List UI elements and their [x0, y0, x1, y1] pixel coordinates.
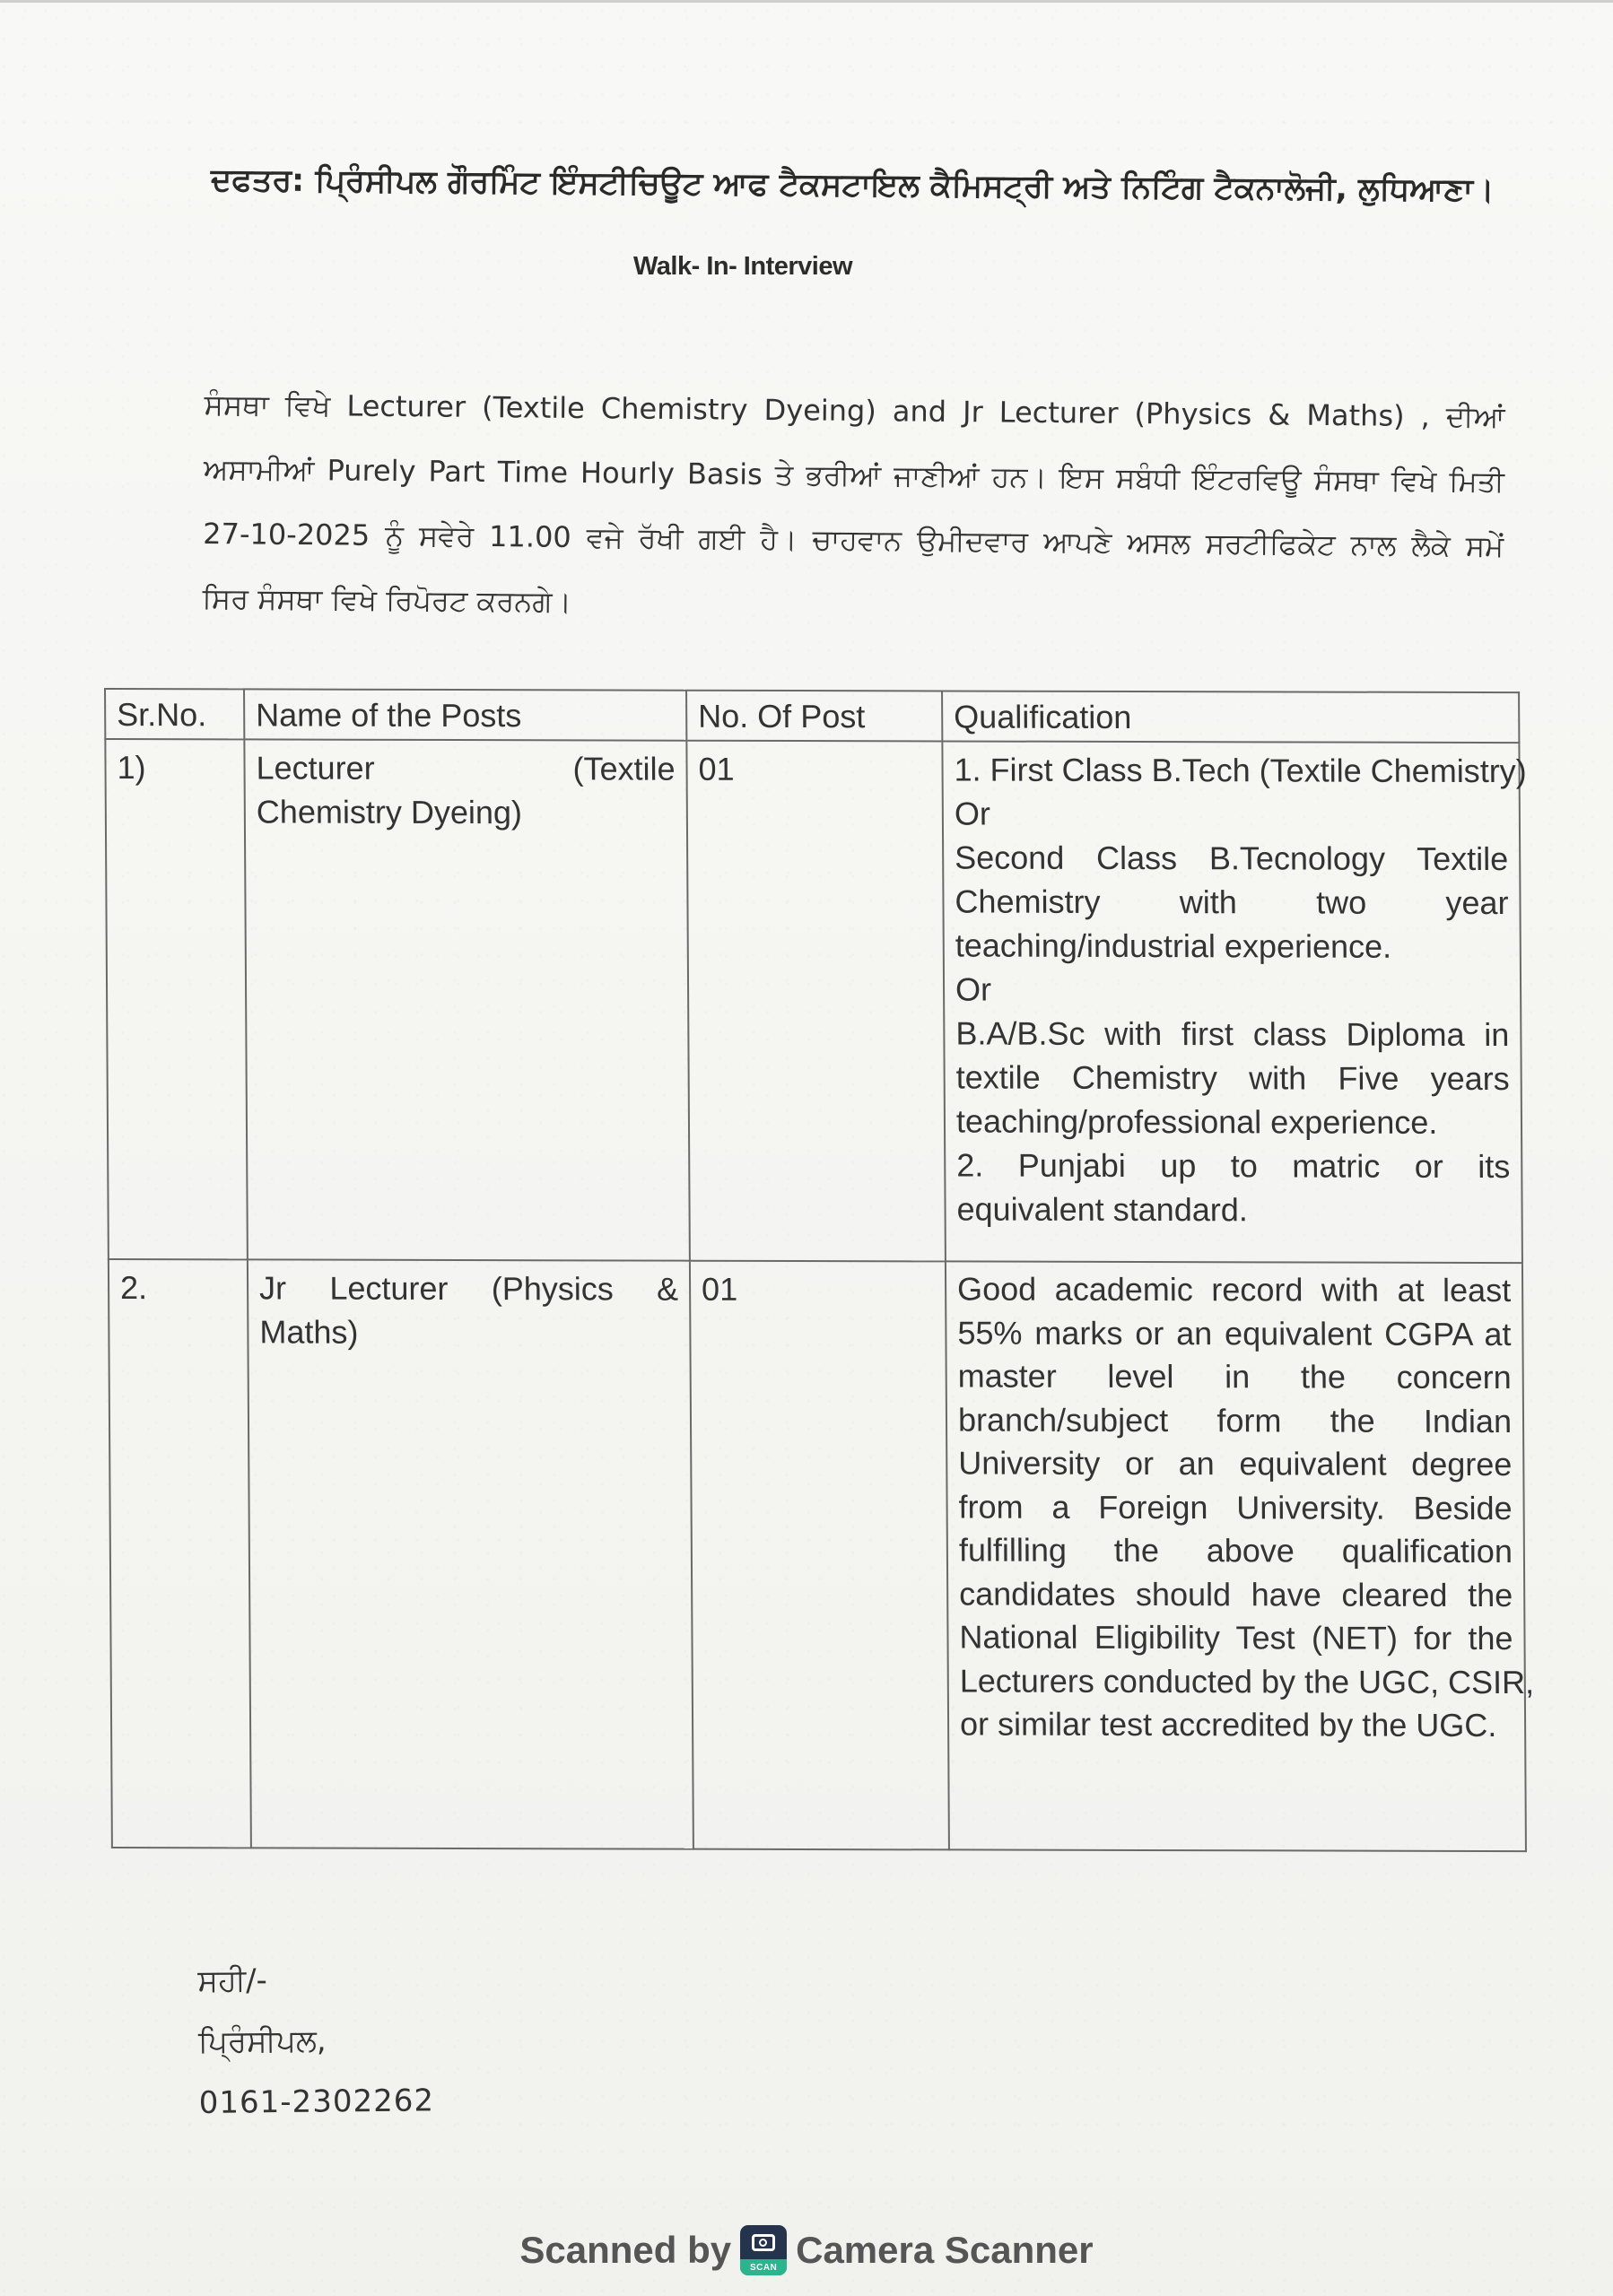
cell-qualification: [946, 1261, 1535, 1851]
paragraph-line: ਅਸਾਮੀਆਂ Purely Part Time Hourly Basis ਤੇ ਭਰੀਆਂ ਜਾਣੀਆਂ ਹਨ। ਇਸ ਸਬੰਧੀ ਇੰਟਰਵਿਊ ਸੰਸਥਾ ਵਿਖੇ ਮਿਤੀ: [203, 451, 1505, 499]
camera-scanner-icon: [740, 2225, 787, 2275]
cell-qualification: [942, 741, 1527, 1263]
cell-post-count: 01: [690, 1261, 949, 1850]
qualification-line: Second Class B.Tecnology Textile: [955, 839, 1509, 878]
header-sr-no: Sr.No.: [105, 689, 244, 739]
post-name-line: Maths): [259, 1313, 359, 1351]
qualification-line: branch/subject form the Indian: [957, 1400, 1513, 1439]
qualification-line: fulfilling the above qualification: [958, 1531, 1513, 1570]
designation-label: ਪ੍ਰਿੰਸੀਪਲ,: [197, 2022, 327, 2060]
qualification-line: Chemistry with two year: [955, 883, 1509, 922]
header-qualification: Qualification: [942, 691, 1519, 743]
qualification-line: candidates should have cleared the: [959, 1574, 1513, 1613]
table-row: [109, 1259, 1526, 1851]
qualification-line: Good academic record with at least: [956, 1270, 1512, 1309]
qualification-line: teaching/industrial experience.: [955, 926, 1392, 965]
paragraph-line: 27-10-2025 ਨੂੰ ਸਵੇਰੇ 11.00 ਵਜੇ ਰੱਖੀ ਗਈ ਹੈ। ਚਾਹਵਾਨ ਉਮੀਦਵਾਰ ਆਪਣੇ ਅਸਲ ਸਰਟੀਫਿਕੇਟ ਨਾਲ ਲੈਕੇ ਸਮੇਂ: [203, 516, 1504, 563]
qualification-line: equivalent standard.: [956, 1190, 1248, 1229]
qualification-line: 1. First Class B.Tech (Textile Chemistry): [954, 751, 1527, 790]
qualification-line: 55% marks or an equivalent CGPA at: [957, 1313, 1512, 1352]
qualification-line: Lecturers conducted by the UGC, CSIR,: [959, 1661, 1535, 1700]
posts-table: [104, 688, 1535, 1852]
qualification-line: from a Foreign University. Beside: [958, 1487, 1513, 1526]
paragraph-line: ਸਿਰ ਸੰਸਥਾ ਵਿਖੇ ਰਿਪੋਰਟ ਕਰਨਗੇ।: [202, 580, 572, 619]
qualification-line: 2. Punjabi up to matric or its: [956, 1146, 1511, 1186]
qualification-line: teaching/professional experience.: [955, 1102, 1438, 1141]
watermark-prefix: Scanned by: [519, 2229, 732, 2271]
cell-post-count: 01: [686, 741, 946, 1262]
qualification-line: B.A/B.Sc with first class Diploma in: [955, 1014, 1510, 1054]
signature-block: [197, 1948, 434, 2134]
cell-post-name: [248, 1259, 693, 1848]
post-name-line: Chemistry Dyeing): [256, 793, 523, 831]
qualification-line: Or: [954, 795, 990, 832]
qualification-line: University or an equivalent degree: [958, 1444, 1513, 1483]
posts-table-container: [104, 688, 1535, 1848]
scanner-watermark: [0, 2225, 1613, 2275]
header-post-name: Name of the Posts: [244, 689, 686, 740]
camera-icon: [752, 2234, 775, 2251]
cell-sr-no: 1): [105, 739, 248, 1259]
office-header: ਦਫਤਰ: ਪ੍ਰਿੰਸੀਪਲ ਗੌਰਮਿੰਟ ਇੰਸਟੀਚਿਊਟ ਆਫ ਟੈਕਸਟਾਇਲ ਕੈਮਿਸਟ੍ਰੀ ਅਤੇ ਨਿਟਿੰਗ ਟੈਕਨਾਲੋਜੀ, ਲੁਧਿਆਣਾ।: [210, 162, 1495, 209]
cell-sr-no: 2.: [109, 1259, 251, 1848]
header-post-count: No. Of Post: [686, 691, 942, 742]
post-name-line: Jr Lecturer (Physics &: [258, 1269, 679, 1308]
watermark-app-name: Camera Scanner: [796, 2229, 1094, 2271]
qualification-line: Or: [955, 970, 992, 1008]
table-header-row: [105, 689, 1519, 743]
document-title: Walk- In- Interview: [633, 252, 853, 281]
qualification-line: textile Chemistry with Five years: [955, 1058, 1510, 1098]
notice-paragraph: [202, 372, 1505, 643]
signed-label: ਸਹੀ/-: [197, 1962, 268, 1999]
post-name-line: Lecturer (Textile: [256, 749, 676, 787]
paragraph-line: ਸੰਸਥਾ ਵਿਖੇ Lecturer (Textile Chemistry Dyeing) and Jr Lecturer (Physics & Maths) , ਦੀਆਂ: [204, 387, 1505, 434]
phone-number: 0161-2302262: [198, 2083, 435, 2121]
cell-post-name: [244, 739, 690, 1260]
qualification-line: or similar test accredited by the UGC.: [959, 1705, 1497, 1744]
table-row: [105, 739, 1522, 1263]
qualification-line: master level in the concern: [957, 1357, 1512, 1396]
qualification-line: National Eligibility Test (NET) for the: [959, 1618, 1513, 1657]
scan-icon-label: SCAN: [740, 2259, 787, 2275]
